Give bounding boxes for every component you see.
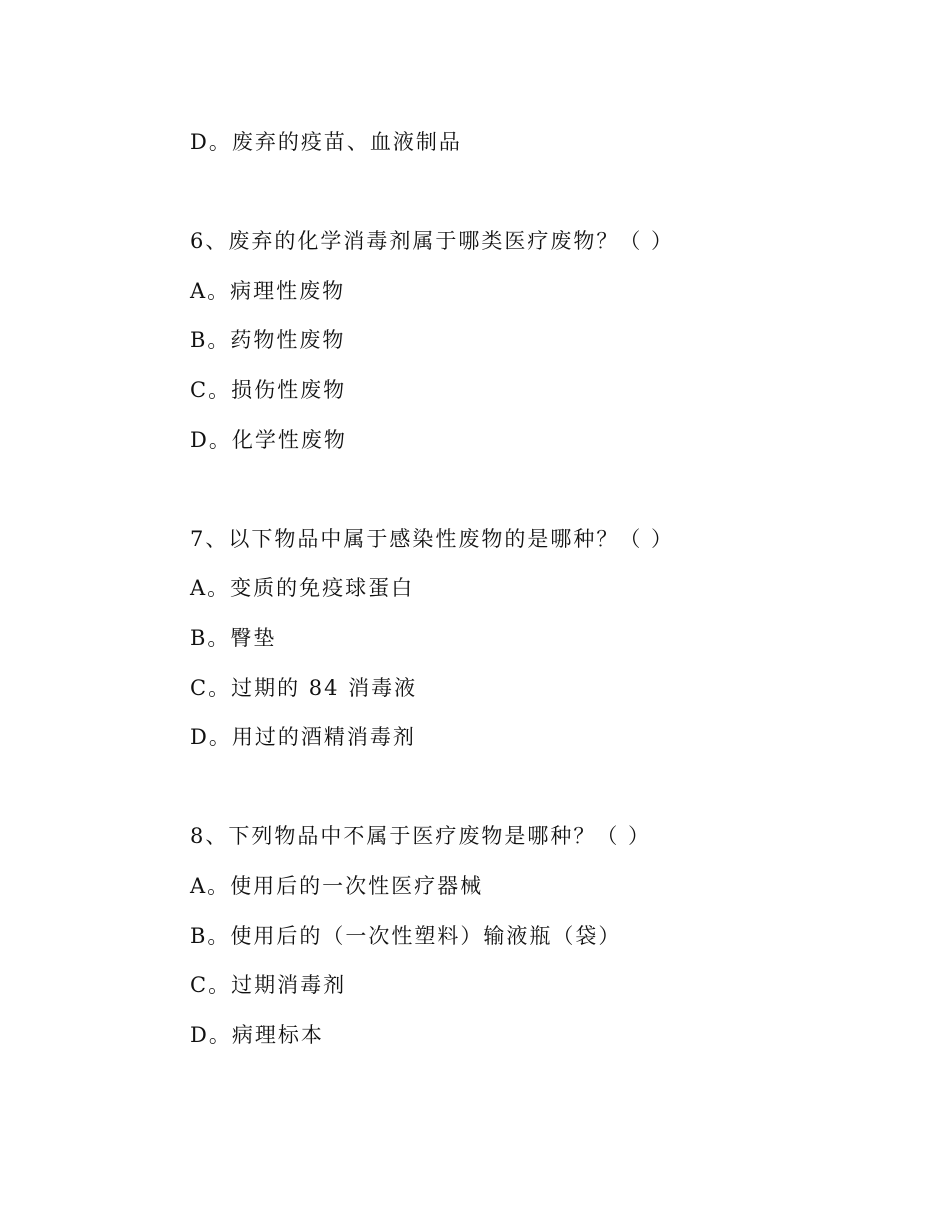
question-8-option-c: C。过期消毒剂 — [190, 973, 347, 998]
question-7-option-b: B。臀垫 — [190, 625, 277, 650]
question-7-option-c: C。过期的 84 消毒液 — [190, 675, 418, 700]
question-8-option-a: A。使用后的一次性医疗器械 — [190, 873, 484, 898]
question-6-option-a: A。病理性废物 — [190, 278, 346, 303]
question-7-stem: 7、以下物品中属于感染性废物的是哪种？（ ） — [190, 526, 675, 551]
spacer — [190, 763, 890, 813]
question-6-option-d: D。化学性废物 — [190, 427, 347, 452]
question-7-option-d: D。用过的酒精消毒剂 — [190, 725, 416, 750]
spacer — [190, 168, 890, 218]
question-6-option-b: B。药物性废物 — [190, 328, 346, 353]
question-8-option-d: D。病理标本 — [190, 1022, 324, 1047]
question-8-option-b: B。使用后的（一次性塑料）输液瓶（袋） — [190, 923, 622, 948]
quiz-content — [190, 118, 890, 1060]
question-6-option-c: C。损伤性废物 — [190, 377, 347, 402]
option-d-prev: D。废弃的疫苗、血液制品 — [190, 130, 462, 154]
question-7-option-a: A。变质的免疫球蛋白 — [190, 576, 415, 601]
spacer — [190, 465, 890, 515]
question-8-stem: 8、下列物品中不属于医疗废物是哪种？（ ） — [190, 824, 652, 849]
question-6-stem: 6、废弃的化学消毒剂属于哪类医疗废物？（ ） — [190, 229, 675, 254]
